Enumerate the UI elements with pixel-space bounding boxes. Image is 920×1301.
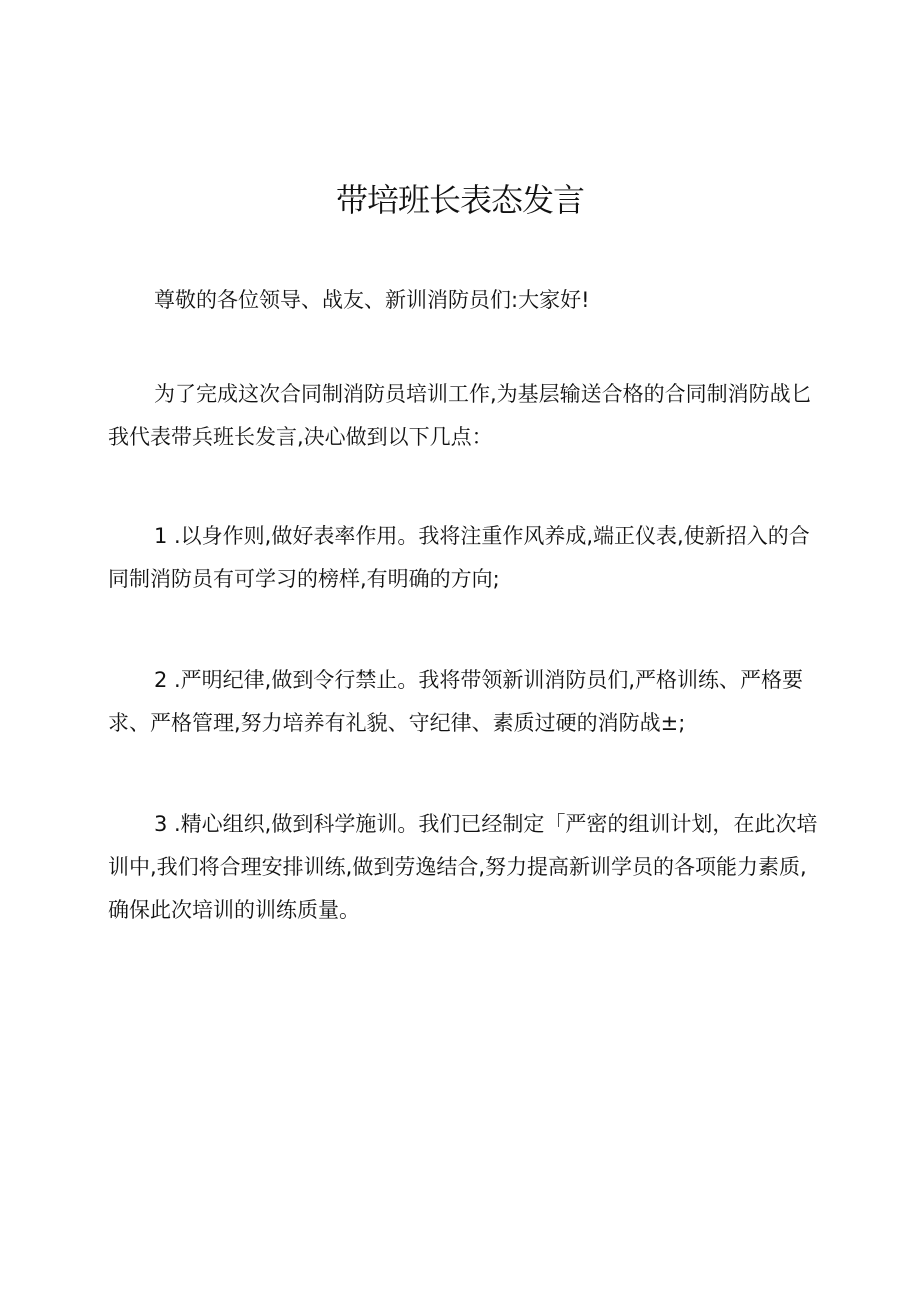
list-item [108, 659, 824, 745]
item-text: .精心组织,做到科学施训。我们已经制定「严密的组训计划，在此次培训中,我们将合理安排训练,做到劳逸结合,努力提高新训学员的各项能力素质,确保此次培训的训练质量。 [108, 812, 818, 922]
greeting-text: 尊敬的各位领导、战友、新训消防员们:大家好! [154, 288, 590, 312]
item-number: 1 [154, 524, 168, 548]
item-number: 3 [154, 812, 168, 836]
intro-text: 为了完成这次合同制消防员培训工作,为基层输送合格的合同制消防战匕我代表带兵班长发言,决心做到以下几点： [108, 382, 812, 449]
list-item [108, 803, 824, 932]
greeting-paragraph [108, 279, 824, 322]
intro-paragraph [108, 373, 824, 459]
item-text: .以身作则,做好表率作用。我将注重作风养成,端正仪表,使新招入的合同制消防员有可学习的榜样,有明确的方向; [108, 524, 810, 591]
item-text: .严明纪律,做到令行禁止。我将带领新训消防员们,严格训练、严格要求、严格管理,努力培养有礼貌、守纪律、素质过硬的消防战±; [108, 668, 804, 735]
document-title: 带培班长表态发言 [335, 181, 584, 219]
list-item [108, 515, 824, 601]
item-number: 2 [154, 668, 168, 692]
